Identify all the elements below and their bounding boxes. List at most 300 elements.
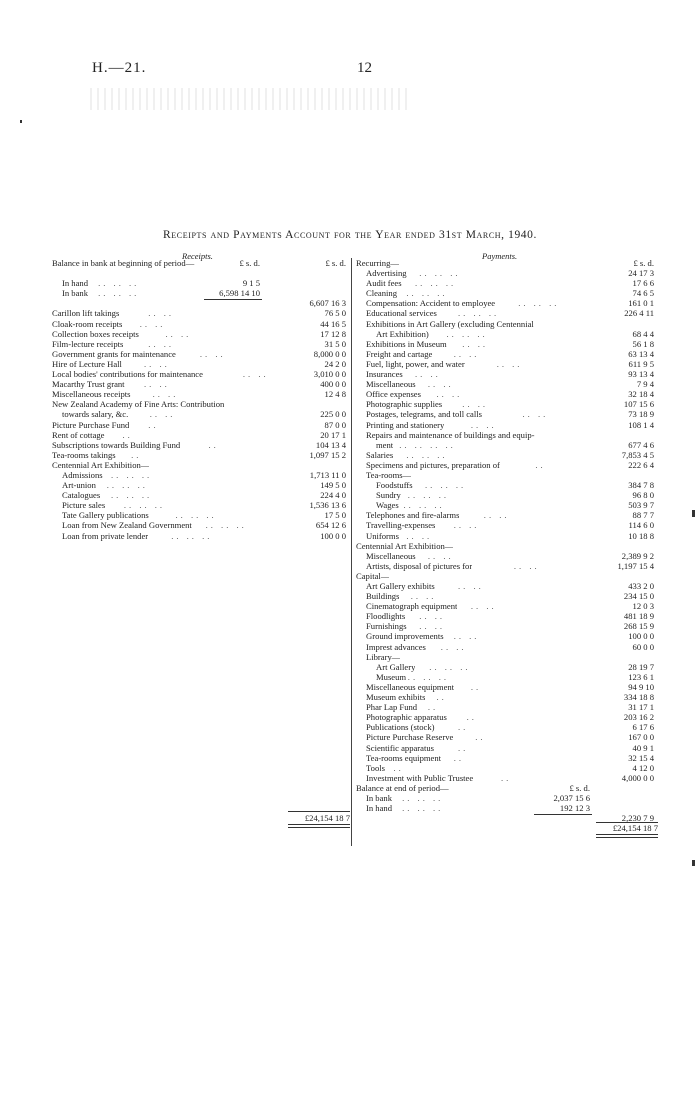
row-label: Balance at end of period— bbox=[356, 782, 449, 793]
account-row bbox=[52, 480, 348, 490]
account-row bbox=[356, 349, 656, 359]
leader-dots: .. .. bbox=[436, 389, 463, 400]
row-amount: 94 9 10 bbox=[628, 681, 654, 692]
leader-dots: .. .. bbox=[148, 308, 175, 319]
row-label: Specimens and pictures, preparation of bbox=[366, 459, 500, 470]
spacer-row bbox=[52, 621, 348, 631]
account-row bbox=[356, 601, 656, 611]
row-label: Audit fees bbox=[366, 278, 402, 289]
account-row bbox=[356, 520, 656, 530]
row-label: Miscellaneous receipts bbox=[52, 389, 131, 400]
account-row bbox=[356, 803, 656, 813]
row-amount: 4 12 0 bbox=[632, 762, 654, 773]
spacer-row bbox=[52, 652, 348, 662]
row-amount: 654 12 6 bbox=[315, 520, 346, 531]
row-amount: 20 17 1 bbox=[320, 429, 346, 440]
row-label: Rent of cottage bbox=[52, 429, 105, 440]
leader-dots: .. .. .. bbox=[407, 490, 449, 501]
spacer-row bbox=[52, 551, 348, 561]
leader-dots: .. .. .. bbox=[171, 530, 213, 541]
row-amount: 31 17 1 bbox=[628, 702, 654, 713]
leader-dots: .. bbox=[470, 681, 482, 692]
row-label: Museum bbox=[376, 671, 407, 682]
row-label: Freight and cartage bbox=[366, 348, 433, 359]
payments-heading: Payments. bbox=[482, 251, 518, 261]
leader-dots: .. .. .. .. bbox=[399, 439, 456, 450]
account-row bbox=[356, 611, 656, 621]
row-label: Sundry bbox=[376, 490, 401, 501]
row-amount: 73 18 9 bbox=[628, 409, 654, 420]
row-amount: 6,598 14 10 bbox=[219, 288, 260, 299]
total-double-rule bbox=[288, 824, 350, 828]
row-label: Tea-rooms— bbox=[366, 469, 412, 480]
account-row bbox=[356, 621, 656, 631]
row-amount: 167 0 0 bbox=[628, 732, 654, 743]
account-row bbox=[52, 409, 348, 419]
leader-dots: .. bbox=[501, 772, 512, 783]
leader-dots: .. .. bbox=[139, 318, 166, 329]
spacer-row bbox=[52, 631, 348, 641]
row-label: Art Gallery exhibits bbox=[366, 581, 435, 591]
row-label: Foodstuffs bbox=[376, 480, 413, 491]
row-label: In hand bbox=[62, 278, 89, 289]
column-divider bbox=[351, 258, 352, 846]
account-row bbox=[52, 339, 348, 349]
spacer-row bbox=[52, 702, 348, 712]
leader-dots: .. .. bbox=[406, 530, 433, 541]
row-label: Government grants for maintenance bbox=[52, 348, 176, 359]
account-row bbox=[356, 379, 656, 389]
account-row bbox=[52, 490, 348, 500]
row-amount: 24 2 0 bbox=[324, 358, 346, 369]
leader-dots: .. .. .. bbox=[111, 469, 153, 480]
row-label: Scientific apparatus bbox=[366, 742, 435, 753]
margin-mark bbox=[692, 860, 695, 866]
account-row bbox=[356, 450, 656, 460]
row-amount: 8,000 0 0 bbox=[313, 348, 346, 359]
leader-dots: .. .. bbox=[496, 358, 523, 369]
row-amount: 60 0 0 bbox=[632, 641, 654, 652]
leader-dots: .. .. .. bbox=[446, 328, 488, 339]
leader-dots: .. bbox=[458, 722, 469, 733]
row-amount: 40 9 1 bbox=[632, 742, 654, 753]
account-row bbox=[52, 399, 348, 409]
row-amount: 108 1 4 bbox=[628, 419, 654, 430]
row-label: towards salary, &c. bbox=[62, 409, 129, 420]
account-row bbox=[52, 440, 348, 450]
row-amount: 1,197 15 4 bbox=[617, 560, 654, 571]
account-row bbox=[356, 732, 656, 742]
receipts-heading: Receipts. bbox=[182, 251, 213, 261]
row-amount: 149 5 0 bbox=[320, 480, 346, 491]
subtotal-rule bbox=[204, 299, 262, 300]
account-row bbox=[52, 420, 348, 430]
account-row bbox=[52, 369, 348, 379]
leader-dots: .. .. .. bbox=[402, 792, 444, 803]
leader-dots: .. bbox=[208, 439, 219, 450]
report-id: H.—21. bbox=[92, 60, 147, 76]
receipts-column bbox=[52, 258, 348, 823]
leader-dots: .. .. bbox=[513, 560, 540, 571]
row-label: Picture sales bbox=[62, 500, 106, 511]
column-header: £ s. d. bbox=[633, 258, 654, 268]
leader-dots: .. .. .. bbox=[518, 298, 560, 309]
account-row bbox=[356, 591, 656, 601]
row-amount: 28 19 7 bbox=[628, 661, 654, 672]
row-amount: 93 13 4 bbox=[628, 369, 654, 380]
row-label: Uniforms bbox=[366, 530, 399, 541]
row-label: Publications (stock) bbox=[366, 722, 435, 733]
account-row bbox=[356, 783, 656, 793]
row-amount: 677 4 6 bbox=[628, 439, 654, 450]
leader-dots: .. .. .. bbox=[403, 500, 445, 511]
payments-column bbox=[356, 258, 656, 833]
row-label: Library— bbox=[366, 651, 401, 662]
row-label: New Zealand Academy of Fine Arts: Contribution bbox=[52, 399, 225, 410]
leader-dots: .. .. .. bbox=[419, 268, 461, 279]
spacer-row bbox=[52, 268, 348, 278]
row-amount: 56 1 8 bbox=[632, 338, 654, 349]
row-label: Cinematograph equipment bbox=[366, 601, 458, 612]
row-label: Collection boxes receipts bbox=[52, 328, 139, 339]
leader-dots: .. .. .. bbox=[98, 288, 140, 299]
account-row bbox=[356, 409, 656, 419]
account-row bbox=[356, 551, 656, 561]
account-row bbox=[356, 430, 656, 440]
leader-dots: .. .. bbox=[415, 369, 441, 380]
leader-dots: .. .. .. bbox=[111, 490, 153, 501]
row-label: Picture Purchase Fund bbox=[52, 419, 130, 430]
row-amount: 32 15 4 bbox=[628, 752, 654, 763]
account-row bbox=[52, 389, 348, 399]
leader-dots: .. .. bbox=[242, 369, 269, 380]
row-label: Loan from private lender bbox=[62, 530, 149, 541]
row-amount: 433 2 0 bbox=[628, 581, 654, 591]
leader-dots: .. .. bbox=[453, 631, 480, 642]
row-label: Admissions bbox=[62, 469, 103, 480]
row-label: Imprest advances bbox=[366, 641, 426, 652]
spacer-row bbox=[52, 722, 348, 732]
leader-dots: .. .. .. bbox=[406, 288, 448, 299]
spacer-row bbox=[52, 571, 348, 581]
row-label: Centennial Art Exhibition— bbox=[356, 540, 454, 551]
row-label: Repairs and maintenance of buildings and equip- bbox=[366, 429, 535, 440]
row-amount: 17 12 8 bbox=[320, 328, 346, 339]
row-label: Exhibitions in Museum bbox=[366, 338, 447, 349]
row-label: Compensation: Accident to employee bbox=[366, 298, 496, 309]
row-amount: 114 6 0 bbox=[628, 520, 654, 531]
account-row bbox=[356, 258, 656, 268]
leader-dots: .. .. bbox=[483, 510, 510, 521]
account-row bbox=[356, 399, 656, 409]
spacer-row bbox=[52, 682, 348, 692]
row-label: In hand bbox=[366, 803, 393, 814]
row-label: Loan from New Zealand Government bbox=[62, 520, 192, 531]
account-row bbox=[356, 743, 656, 753]
row-label: Postages, telegrams, and toll calls bbox=[366, 409, 482, 420]
account-row bbox=[52, 379, 348, 389]
leader-dots: .. .. bbox=[458, 581, 484, 591]
leader-dots: .. bbox=[131, 449, 142, 460]
leader-dots: .. .. bbox=[149, 409, 176, 420]
row-label: Carillon lift takings bbox=[52, 308, 120, 319]
row-amount: 100 0 0 bbox=[320, 530, 346, 541]
leader-dots: .. .. bbox=[152, 389, 179, 400]
row-label: Miscellaneous equipment bbox=[366, 681, 455, 692]
account-row bbox=[356, 702, 656, 712]
row-label: Salaries bbox=[366, 449, 394, 460]
leader-dots: .. .. .. bbox=[123, 500, 166, 511]
leader-dots: .. .. .. bbox=[106, 480, 148, 491]
row-label: In bank bbox=[62, 288, 89, 299]
spacer-row bbox=[52, 581, 348, 591]
row-label: ment bbox=[376, 439, 394, 450]
leader-dots: .. .. .. bbox=[205, 520, 247, 531]
account-title: Receipts and Payments Account for the Year ended 31st March, 1940. bbox=[163, 229, 537, 241]
account-row bbox=[356, 470, 656, 480]
row-label: Telephones and fire-alarms bbox=[366, 510, 460, 521]
account-row bbox=[356, 793, 656, 803]
leader-dots: .. bbox=[436, 692, 447, 703]
leader-dots: .. .. bbox=[148, 338, 175, 349]
account-row bbox=[356, 682, 656, 692]
row-label: Hire of Lecture Hall bbox=[52, 358, 122, 369]
row-label: Local bodies' contributions for maintenance bbox=[52, 369, 203, 380]
total-row bbox=[356, 823, 656, 833]
row-amount: 96 8 0 bbox=[632, 490, 654, 501]
row-label: Art-union bbox=[62, 480, 96, 491]
row-amount: 2,230 7 9 bbox=[621, 813, 654, 824]
spacer-row bbox=[52, 783, 348, 793]
row-amount: 3,010 0 0 bbox=[313, 369, 346, 380]
account-row bbox=[356, 480, 656, 490]
account-row bbox=[356, 298, 656, 308]
row-amount: 6 17 6 bbox=[632, 722, 654, 733]
row-label: Recurring— bbox=[356, 258, 399, 268]
row-label: Travelling-expenses bbox=[366, 520, 436, 531]
row-label: Investment with Public Trustee bbox=[366, 772, 474, 783]
margin-mark bbox=[692, 510, 695, 517]
row-label: Furnishings bbox=[366, 621, 407, 632]
leader-dots: .. .. bbox=[427, 550, 454, 561]
leader-dots: .. .. bbox=[427, 379, 454, 390]
row-amount: 7 9 4 bbox=[636, 379, 654, 390]
spacer-row bbox=[52, 591, 348, 601]
row-amount: 2,389 9 2 bbox=[621, 550, 654, 561]
leader-dots: .. .. .. bbox=[407, 671, 449, 682]
row-label: Tea-rooms equipment bbox=[366, 752, 442, 763]
leader-dots: .. .. bbox=[144, 358, 170, 369]
column-header: £ s. d. bbox=[325, 258, 346, 268]
leader-dots: .. .. .. bbox=[98, 278, 140, 289]
account-row bbox=[356, 278, 656, 288]
row-label: Educational services bbox=[366, 308, 437, 319]
faint-bleedthrough-text bbox=[90, 88, 410, 110]
account-row bbox=[356, 319, 656, 329]
row-amount: 32 18 4 bbox=[628, 389, 654, 400]
row-label: Office expenses bbox=[366, 389, 421, 400]
row-amount: 17 6 6 bbox=[632, 278, 654, 289]
row-label: Photographic apparatus bbox=[366, 712, 447, 723]
total-row bbox=[52, 813, 348, 823]
spacer-row bbox=[52, 541, 348, 551]
leader-dots: .. .. .. bbox=[406, 449, 448, 460]
account-row bbox=[356, 631, 656, 641]
leader-dots: .. .. .. bbox=[429, 661, 471, 672]
row-amount: 104 13 4 bbox=[315, 439, 346, 450]
account-row bbox=[52, 288, 348, 298]
account-row bbox=[356, 369, 656, 379]
row-label: Wages bbox=[376, 500, 399, 511]
spacer-row bbox=[52, 611, 348, 621]
account-row bbox=[356, 753, 656, 763]
total-amount: £24,154 18 7 bbox=[612, 823, 658, 834]
account-row bbox=[356, 500, 656, 510]
spacer-row bbox=[52, 793, 348, 803]
row-amount: 44 16 5 bbox=[320, 318, 346, 329]
account-row bbox=[52, 520, 348, 530]
account-row bbox=[356, 308, 656, 318]
row-amount: 268 15 9 bbox=[623, 621, 654, 632]
row-label: Balance in bank at beginning of period— bbox=[52, 258, 195, 268]
spacer-row bbox=[52, 712, 348, 722]
row-amount: 1,097 15 2 bbox=[309, 449, 346, 460]
leader-dots: .. .. .. bbox=[175, 510, 217, 521]
row-amount: 203 16 2 bbox=[623, 712, 654, 723]
row-amount: 24 17 3 bbox=[628, 268, 654, 279]
account-row bbox=[356, 420, 656, 430]
row-amount: 63 13 4 bbox=[628, 348, 654, 359]
row-amount: 12 0 3 bbox=[632, 601, 654, 612]
account-row bbox=[356, 288, 656, 298]
account-row bbox=[356, 712, 656, 722]
row-label: Art Exhibition) bbox=[376, 328, 429, 339]
spacer-row bbox=[52, 662, 348, 672]
leader-dots: .. .. bbox=[410, 591, 437, 602]
row-label: Floodlights bbox=[366, 611, 406, 622]
leader-dots: .. bbox=[122, 429, 133, 440]
account-row bbox=[52, 329, 348, 339]
account-row bbox=[356, 773, 656, 783]
leader-dots: .. .. bbox=[419, 611, 446, 622]
spacer-row bbox=[52, 672, 348, 682]
leader-dots: .. bbox=[475, 732, 486, 743]
row-amount: 226 4 11 bbox=[624, 308, 654, 319]
margin-mark bbox=[20, 120, 22, 123]
row-amount: 222 6 4 bbox=[628, 459, 654, 470]
row-label: Museum exhibits bbox=[366, 692, 426, 703]
row-amount: 161 0 1 bbox=[628, 298, 654, 309]
account-row bbox=[52, 308, 348, 318]
row-label: Picture Purchase Reserve bbox=[366, 732, 454, 743]
row-amount: 224 4 0 bbox=[320, 490, 346, 501]
row-label: Miscellaneous bbox=[366, 379, 416, 390]
leader-dots: .. bbox=[466, 712, 477, 723]
leader-dots: .. bbox=[393, 762, 404, 773]
row-amount: 384 7 8 bbox=[628, 480, 654, 491]
leader-dots: .. .. bbox=[522, 409, 549, 420]
row-label: Advertising bbox=[366, 268, 407, 279]
row-amount: 481 18 9 bbox=[623, 611, 654, 622]
account-row bbox=[356, 672, 656, 682]
leader-dots: .. bbox=[535, 459, 546, 470]
row-label: Subscriptions towards Building Fund bbox=[52, 439, 181, 450]
leader-dots: .. .. bbox=[453, 520, 480, 531]
spacer-row bbox=[52, 561, 348, 571]
account-row bbox=[356, 541, 656, 551]
spacer-row bbox=[52, 732, 348, 742]
account-row bbox=[356, 460, 656, 470]
row-label: Ground improvements bbox=[366, 631, 444, 642]
column-header: £ s. d. bbox=[569, 782, 590, 793]
row-amount: 400 0 0 bbox=[320, 379, 346, 390]
row-amount: 100 0 0 bbox=[628, 631, 654, 642]
account-row bbox=[52, 319, 348, 329]
row-label: Photographic supplies bbox=[366, 399, 443, 410]
account-row bbox=[356, 581, 656, 591]
row-amount: 7,853 4 5 bbox=[621, 449, 654, 460]
row-label: Phar Lap Fund bbox=[366, 702, 418, 713]
account-row bbox=[356, 571, 656, 581]
account-row bbox=[52, 460, 348, 470]
account-row bbox=[356, 763, 656, 773]
account-row bbox=[52, 510, 348, 520]
row-label: Insurances bbox=[366, 369, 403, 380]
leader-dots: .. .. bbox=[470, 601, 497, 612]
row-amount: 1,536 13 6 bbox=[309, 500, 346, 511]
account-row bbox=[356, 531, 656, 541]
row-amount: 31 5 0 bbox=[324, 338, 346, 349]
row-label: Buildings bbox=[366, 591, 400, 602]
account-row bbox=[52, 531, 348, 541]
account-row bbox=[356, 692, 656, 702]
total-amount: £24,154 18 7 bbox=[304, 813, 350, 824]
row-amount: 107 15 6 bbox=[623, 399, 654, 410]
account-row bbox=[356, 662, 656, 672]
account-row bbox=[356, 329, 656, 339]
account-row bbox=[52, 278, 348, 288]
row-amount: 68 4 4 bbox=[632, 328, 654, 339]
row-amount: 225 0 0 bbox=[320, 409, 346, 420]
leader-dots: .. .. bbox=[462, 338, 489, 349]
row-amount: 87 0 0 bbox=[324, 419, 346, 430]
row-label: Centennial Art Exhibition— bbox=[52, 459, 150, 470]
row-amount: 611 9 5 bbox=[628, 358, 654, 369]
row-amount: 234 15 0 bbox=[623, 591, 654, 602]
row-amount: 12 4 8 bbox=[324, 389, 346, 400]
row-amount: 123 6 1 bbox=[628, 671, 654, 682]
row-amount: 10 18 8 bbox=[628, 530, 654, 541]
account-row bbox=[356, 490, 656, 500]
account-row bbox=[356, 359, 656, 369]
spacer-row bbox=[52, 773, 348, 783]
row-amount: 6,607 16 3 bbox=[309, 298, 346, 309]
row-amount: 4,000 0 0 bbox=[621, 772, 654, 783]
account-row bbox=[356, 389, 656, 399]
row-label: Tea-rooms takings bbox=[52, 449, 116, 460]
leader-dots: .. .. bbox=[470, 419, 497, 430]
total-double-rule bbox=[596, 834, 658, 838]
row-label: Tools bbox=[366, 762, 385, 773]
leader-dots: .. bbox=[453, 752, 464, 763]
spacer-row bbox=[52, 743, 348, 753]
row-amount: 9 1 5 bbox=[242, 278, 260, 289]
account-row bbox=[356, 652, 656, 662]
account-row bbox=[52, 258, 348, 268]
total-rule bbox=[288, 811, 350, 812]
leader-dots: .. .. bbox=[144, 379, 170, 390]
account-row bbox=[52, 500, 348, 510]
